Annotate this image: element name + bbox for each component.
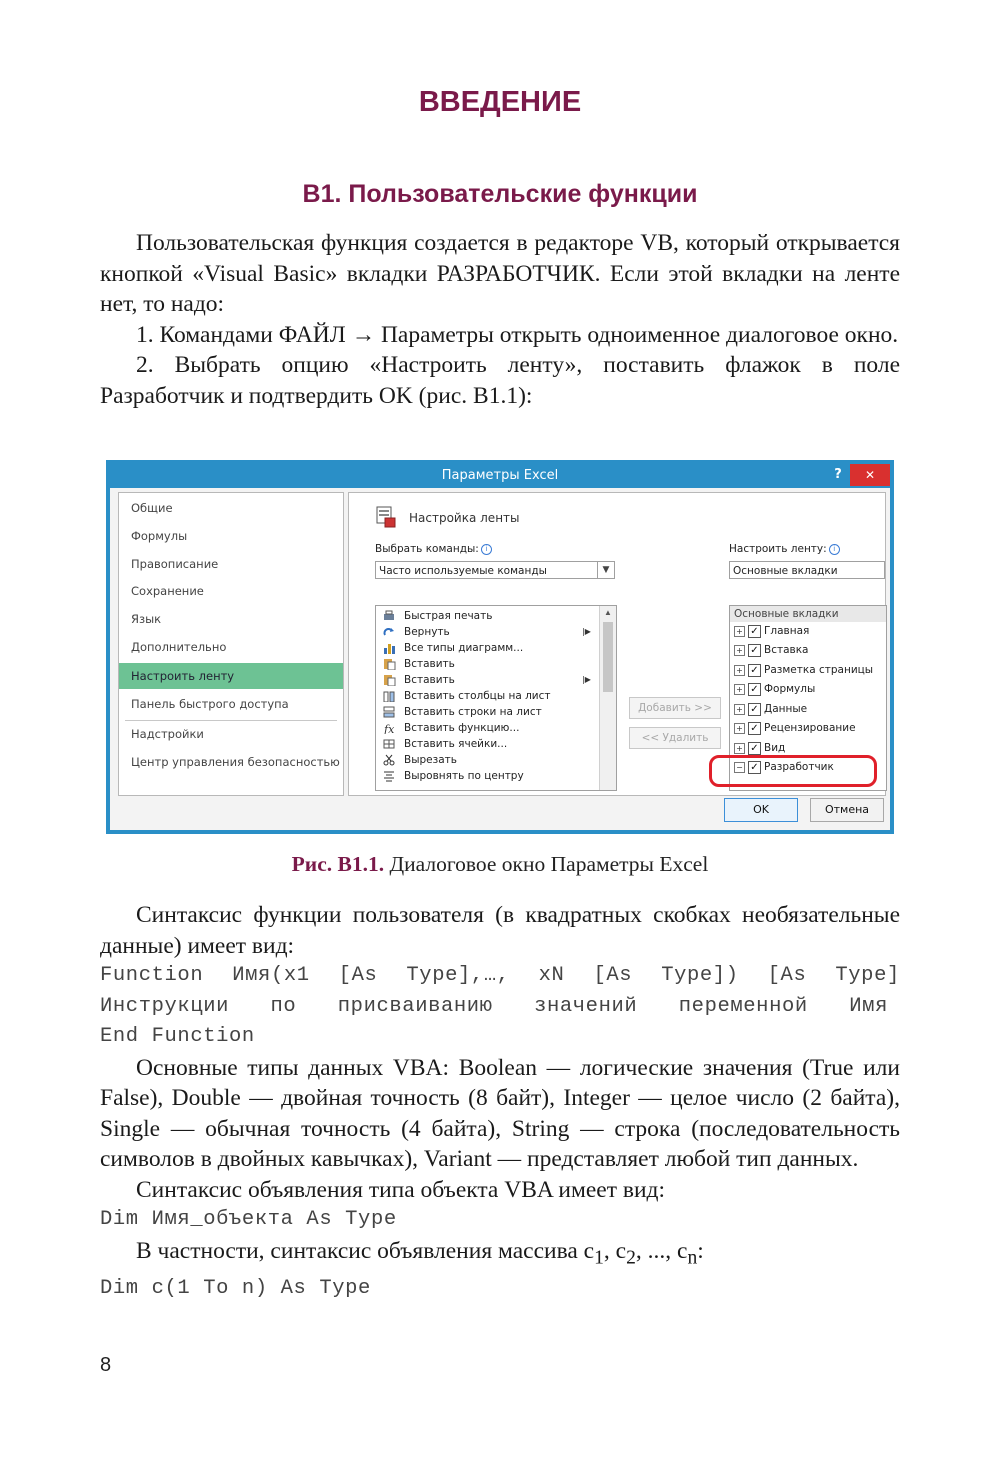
choose-commands-label — [375, 543, 492, 555]
nav-item-quick-access[interactable]: Панель быстрого доступа — [131, 697, 289, 711]
expand-icon[interactable]: + — [734, 626, 745, 637]
developer-checkbox[interactable]: ✓ — [748, 761, 761, 774]
collapse-icon[interactable]: − — [734, 762, 745, 773]
list-item[interactable] — [376, 736, 596, 752]
ok-button[interactable]: OK — [724, 798, 798, 822]
caption-text: Диалоговое окно Параметры Excel — [384, 852, 709, 876]
code-array-declaration: Dim c(1 To n) As Type — [100, 1276, 371, 1300]
figure-caption — [0, 852, 1000, 877]
command-label: Все типы диаграмм... — [404, 642, 524, 654]
nav-item-trust-center[interactable]: Центр управления безопасностью — [131, 755, 340, 769]
code-token: [As — [767, 964, 807, 987]
declaration-intro: Синтаксис объявления типа объекта VBA имеет вид: — [136, 1176, 666, 1203]
list-item[interactable] — [376, 640, 596, 656]
tab-label: Разметка страницы — [764, 664, 874, 676]
choose-commands-value: Часто используемые команды — [379, 565, 547, 577]
tree-item[interactable] — [730, 719, 886, 737]
code-declaration: Dim Имя_объекта As Type — [100, 1208, 397, 1231]
code-token: по — [270, 994, 297, 1018]
code-token: [As — [593, 964, 633, 987]
list-item[interactable] — [376, 672, 596, 688]
nav-item-general[interactable]: Общие — [131, 501, 173, 515]
nav-item-proofing[interactable]: Правописание — [131, 557, 219, 571]
command-label: Вставить — [404, 674, 455, 686]
expand-icon[interactable]: + — [734, 684, 745, 695]
expand-icon[interactable]: + — [734, 665, 745, 676]
ribbon-settings-icon — [375, 505, 397, 529]
tab-label: Формулы — [764, 683, 816, 695]
chevron-down-icon: ▼ — [597, 562, 614, 578]
tab-label: Вид — [764, 742, 786, 754]
checkbox[interactable]: ✓ — [748, 625, 761, 638]
help-button[interactable]: ? — [834, 467, 842, 482]
customize-ribbon-select[interactable] — [729, 561, 885, 579]
subscript: 1 — [594, 1247, 604, 1269]
command-label: Вернуть — [404, 626, 450, 638]
tab-label: Данные — [764, 703, 808, 715]
checkbox[interactable]: ✓ — [748, 664, 761, 677]
list-item[interactable] — [376, 608, 596, 624]
code-function-signature — [100, 961, 900, 992]
insert-columns-icon — [382, 690, 396, 702]
tree-item[interactable] — [730, 700, 886, 718]
page-number: 8 — [100, 1354, 112, 1376]
expand-icon[interactable]: + — [734, 645, 745, 656]
code-token: xN — [538, 964, 565, 987]
code-token: Function — [100, 964, 204, 987]
checkbox[interactable]: ✓ — [748, 722, 761, 735]
command-label: Вставить ячейки... — [404, 738, 508, 750]
tab-label: Главная — [764, 625, 810, 637]
subscript: 2 — [626, 1247, 636, 1269]
submenu-arrow-icon: |▶ — [582, 627, 591, 636]
nav-item-language[interactable]: Язык — [131, 612, 162, 626]
subscript: n — [687, 1247, 698, 1269]
redo-icon — [382, 626, 396, 638]
checkbox[interactable]: ✓ — [748, 742, 761, 755]
list-item[interactable] — [376, 656, 596, 672]
chart-types-icon — [382, 642, 396, 654]
remove-button[interactable]: << Удалить — [629, 727, 721, 749]
nav-item-save[interactable]: Сохранение — [131, 584, 204, 598]
paste-icon — [382, 658, 396, 670]
command-label: Вставить строки на лист — [404, 706, 542, 718]
customize-ribbon-value: Основные вкладки — [733, 565, 838, 577]
info-icon: i — [481, 544, 492, 555]
tree-item[interactable] — [730, 661, 886, 679]
code-token: присваиванию — [337, 994, 493, 1018]
array-intro: В частности, синтаксис объявления массива $c_1$, $c_2$, ..., $c_n$: — [136, 1237, 704, 1269]
tab-label: Разработчик — [764, 761, 834, 773]
expand-icon[interactable]: + — [734, 704, 745, 715]
cut-icon — [382, 754, 396, 766]
tree-item[interactable] — [730, 680, 886, 698]
submenu-arrow-icon: |▶ — [582, 675, 591, 684]
code-token: значений — [534, 994, 638, 1018]
command-label: Вставить функцию... — [404, 722, 520, 734]
info-icon: i — [829, 544, 840, 555]
chapter-heading: ВВЕДЕНИЕ — [418, 86, 582, 118]
code-token: переменной — [678, 994, 808, 1018]
list-item[interactable] — [376, 768, 596, 784]
scroll-up-icon[interactable]: ▲ — [604, 608, 612, 617]
quick-print-icon — [382, 610, 396, 622]
nav-item-advanced[interactable]: Дополнительно — [131, 640, 227, 654]
expand-icon[interactable]: + — [734, 743, 745, 754]
intro-paragraph-1: Пользовательская функция создается в редакторе VB, который открывается кнопкой «Visual Basic» вкладки РАЗРАБОТЧИК. Если этой вкладки на ленте нет, то надо: — [100, 230, 900, 317]
figure-excel-options — [106, 460, 894, 834]
checkbox[interactable]: ✓ — [748, 703, 761, 716]
code-token: Type] — [835, 964, 900, 987]
add-button[interactable]: Добавить >> — [629, 697, 721, 719]
nav-item-addins[interactable]: Надстройки — [131, 727, 204, 741]
syntax-section — [100, 900, 900, 1304]
tab-label: Рецензирование — [764, 722, 856, 734]
customize-ribbon-panel — [348, 492, 886, 796]
tab-label: Вставка — [764, 644, 809, 656]
section-title: В1. Пользовательские функции — [302, 180, 698, 208]
align-center-icon — [382, 770, 396, 782]
intro-text — [100, 228, 900, 411]
types-paragraph: Основные типы данных VBA: Boolean — логические значения (True или False), Double — двойная точность (8 байт), Integer — целое число (2 байта), Single — обычная точность (4 байта), String — строка (последовательность символов в двойных кавычках), Variant — представляет любой тип данных. — [100, 1054, 900, 1172]
dialog-titlebar — [110, 464, 890, 488]
customize-ribbon-label — [729, 543, 840, 555]
list-item[interactable] — [376, 624, 596, 640]
close-button[interactable]: ✕ — [850, 464, 890, 486]
cancel-button[interactable]: Отмена — [810, 798, 884, 822]
code-function-body — [100, 992, 888, 1023]
tree-item[interactable] — [730, 622, 886, 640]
nav-item-formulas[interactable]: Формулы — [131, 529, 188, 543]
checkbox[interactable]: ✓ — [748, 644, 761, 657]
options-nav — [118, 492, 344, 796]
tree-header: Основные вкладки — [730, 606, 886, 622]
intro-paragraph-2: 1. Командами ФАЙЛ → Параметры открыть одноименное диалоговое окно. — [136, 321, 899, 348]
list-item[interactable] — [376, 688, 596, 704]
caption-label: Рис. В1.1. — [291, 852, 385, 876]
array-intro-text: В частности, синтаксис объявления массива c — [136, 1237, 595, 1264]
commands-scrollbar[interactable] — [599, 606, 616, 790]
dialog-title: Параметры Excel — [441, 468, 559, 483]
list-item[interactable] — [376, 752, 596, 768]
customize-ribbon-label-text: Настроить ленту: — [729, 543, 827, 555]
insert-function-icon — [382, 722, 396, 734]
tree-item[interactable] — [730, 641, 886, 659]
checkbox[interactable]: ✓ — [748, 683, 761, 696]
list-item[interactable] — [376, 720, 596, 736]
command-label: Вырезать — [404, 754, 457, 766]
code-token: Type]) — [661, 964, 739, 987]
code-token: [As — [338, 964, 378, 987]
nav-item-customize-ribbon[interactable]: Настроить ленту — [119, 663, 343, 689]
command-label: Выровнять по центру — [404, 770, 524, 782]
insert-cells-icon — [382, 738, 396, 750]
code-token: Type],…, — [406, 964, 510, 987]
highlight-circle — [709, 755, 877, 787]
list-item[interactable] — [376, 704, 596, 720]
commands-list[interactable] — [375, 605, 617, 791]
dialog-window — [110, 464, 890, 830]
svg-text:fx: fx — [384, 723, 395, 734]
insert-rows-icon — [382, 706, 396, 718]
command-label: Быстрая печать — [404, 610, 493, 622]
panel-title: Настройка ленты — [409, 511, 520, 525]
choose-commands-select[interactable] — [375, 561, 615, 579]
syntax-intro: Синтаксис функции пользователя (в квадратных скобках необязательные данные) имеет вид: — [100, 902, 900, 959]
code-token: Инструкции — [100, 994, 230, 1018]
code-token: Имя(x1 — [232, 964, 310, 987]
paste-icon — [382, 674, 396, 686]
code-end-function: End Function — [100, 1025, 255, 1048]
intro-paragraph-3: 2. Выбрать опцию «Настроить ленту», поставить флажок в поле Разработчик и подтвердить OK (рис. В1.1): — [100, 352, 900, 409]
scrollbar-thumb[interactable] — [603, 622, 613, 692]
expand-icon[interactable]: + — [734, 723, 745, 734]
code-token: Имя — [849, 994, 888, 1018]
command-label: Вставить — [404, 658, 455, 670]
command-label: Вставить столбцы на лист — [404, 690, 551, 702]
choose-commands-label-text: Выбрать команды: — [375, 543, 479, 555]
